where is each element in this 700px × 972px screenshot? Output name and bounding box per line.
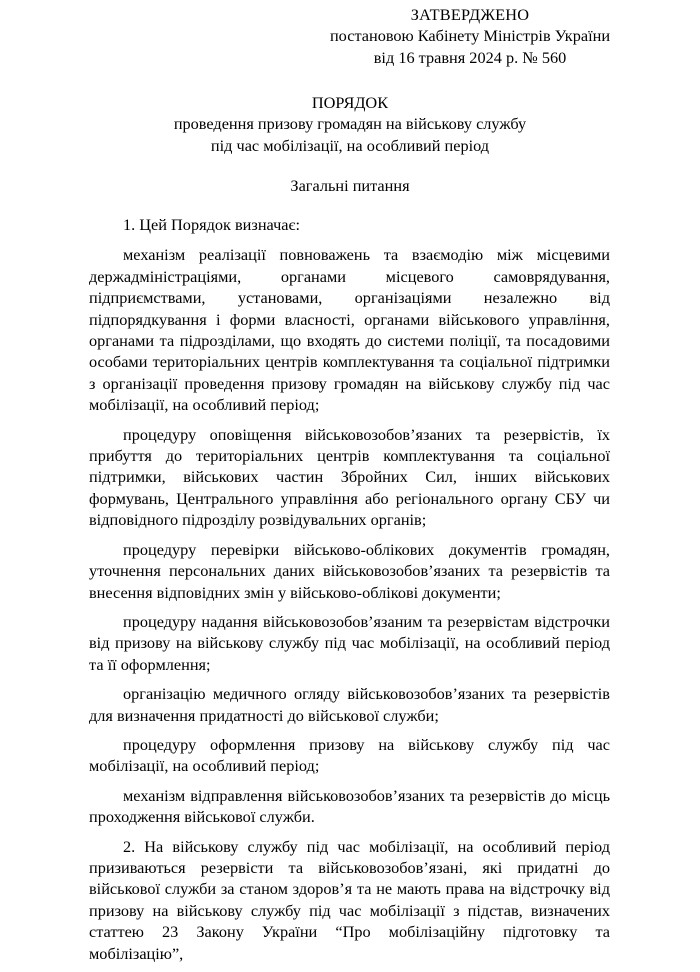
approval-line-1: постановою Кабінету Міністрів України: [329, 26, 611, 46]
approval-stamp: [270, 4, 670, 68]
document-subtitle-2: під час мобілізації, на особливий період: [210, 135, 490, 155]
paragraph: організацію медичного огляду військовозобов’язаних та резервістів для визначення придатності до військової служби;: [89, 684, 610, 725]
document-subtitle-1: проведення призову громадян на військову службу: [173, 114, 527, 134]
paragraph: механізм реалізації повноважень та взаємодію між місцевими держадміністраціями, органами місцевого самоврядування, підприємствами, установами, організаціями незалежно від підпорядкування і форми власності, органами військового управління, органами та підрозділами, що входять до системи поліції, та посадовими особами територіальних центрів комплектування та соціальної підтримки з організації проведення призову громадян на військову службу під час мобілізації, на особливий період;: [89, 245, 610, 415]
paragraph: процедуру надання військовозобов’язаним та резервістам відстрочки від призову на військову службу під час мобілізації, на особливий період та її оформлення;: [89, 611, 610, 674]
document-title: ПОРЯДОК: [311, 93, 389, 112]
document-body: [89, 214, 610, 972]
paragraph: процедуру перевірки військово-облікових документів громадян, уточнення персональних даних військовозобов’язаних та резервістів та внесення відповідних змін у військово-облікові документи;: [89, 539, 610, 602]
paragraph: 2. На військову службу під час мобілізації, на особливий період призиваються резервісти та військовозобов’язані, які придатні до військової служби за станом здоров’я та не мають права на відстрочку від призову на військову службу під час мобілізації з підстав, визначених статтею 23 Закону України “Про мобілізаційну підготовку та мобілізацію”,: [89, 836, 610, 963]
approval-line-2: від 16 травня 2024 р. № 560: [373, 47, 567, 67]
paragraph: процедуру оформлення призову на військову службу під час мобілізації, на особливий період;: [89, 734, 610, 776]
paragraph: процедуру оповіщення військовозобов’язаних та резервістів, їх прибуття до територіальних центрів комплектування та соціальної підтримки, військових частин Збройних Сил, інших військових формувань, Центрального управління або регіонального органу СБУ чи відповідного підрозділу розвідувальних органів;: [89, 424, 610, 530]
paragraph: 1. Цей Порядок визначає:: [123, 215, 301, 234]
document-title-block: [0, 92, 700, 156]
approval-title: ЗАТВЕРДЖЕНО: [410, 5, 530, 24]
paragraph: механізм відправлення військовозобов’язаних та резервістів до місць проходження військової служби.: [89, 785, 610, 827]
section-heading: Загальні питання: [290, 176, 410, 195]
